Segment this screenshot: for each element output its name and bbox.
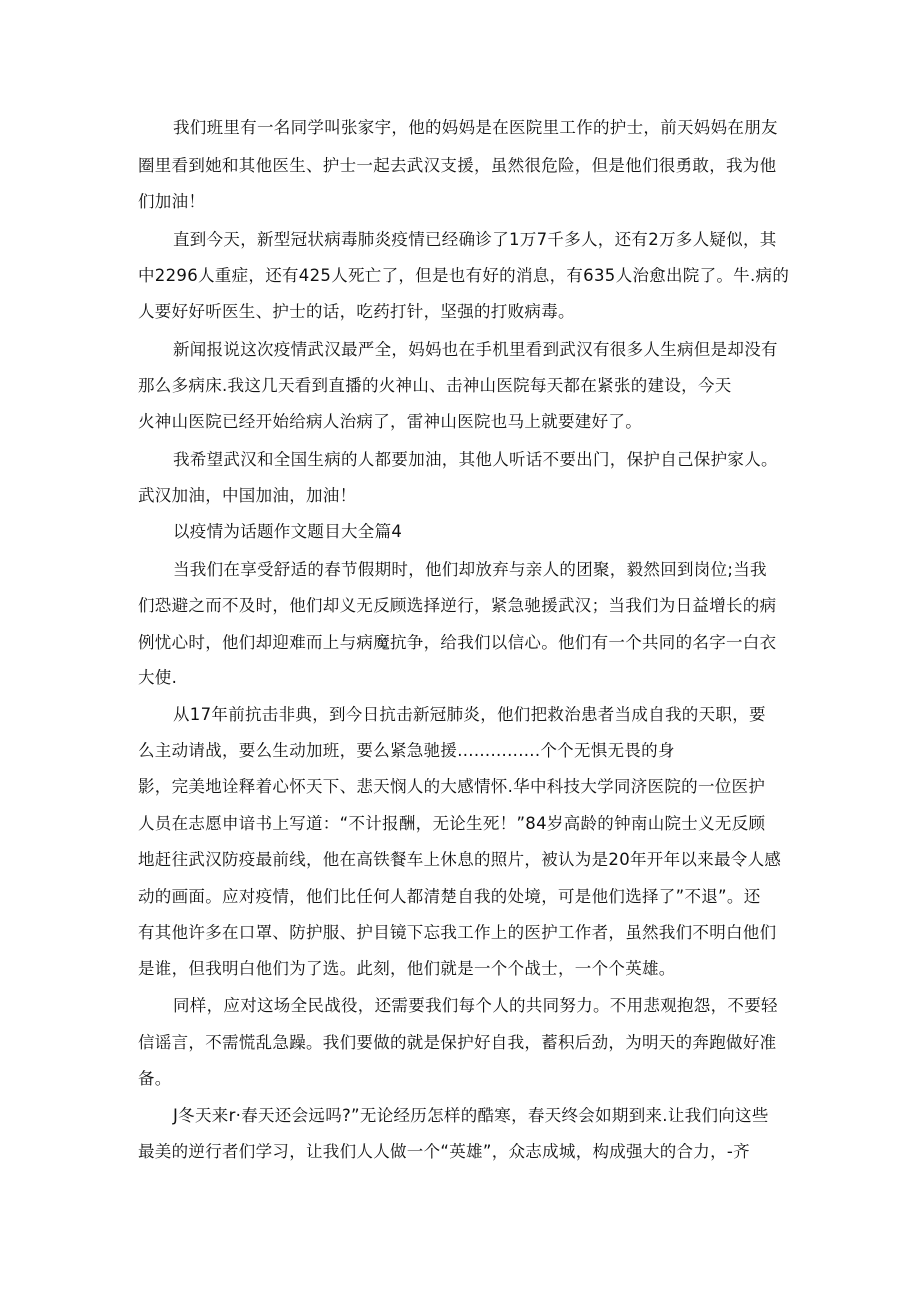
text-line: 同样，应对这场全民战役，还需要我们每个人的共同努力。不用悲观抱怨，不要轻	[173, 996, 778, 1015]
text-line: 人员在志愿申谙书上写道：“不计报酬，无论生死！”84岁高龄的钟南山院士义无反顾	[138, 814, 766, 833]
text-line: 最美的逆行者们学习，让我们人人做一个“英雄”，众志成城，构成强大的合力，-齐	[138, 1142, 750, 1161]
text-line: 有其他许多在口罩、防护服、护目镜下忘我工作上的医护工作者，虽然我们不明白他们	[138, 923, 777, 942]
text-line: J冬天来r·春天还会远吗?”无论经历怎样的酷寒，春天终会如期到来.让我们向这些	[173, 1106, 769, 1125]
section-heading: 以疫情为话题作文题目大全篇4	[173, 522, 403, 541]
text-line: 么主动请战，要么生动加班，要么紧急驰援...............个个无惧无畏的身	[138, 741, 675, 760]
text-line: 们加油！	[138, 192, 206, 211]
text-line: 影，完美地诠释着心怀天下、悲天悯人的大感情怀.华中科技大学同济医院的一位医护	[138, 777, 766, 796]
text-line: 直到今天，新型冠状病毒肺炎疫情已经确诊了1万7千多人，还有2万多人疑似，其	[173, 230, 777, 249]
text-line: 火神山医院已经开始给病人治病了，雷神山医院也马上就要建好了。	[138, 412, 642, 431]
text-line: 圈里看到她和其他医生、护士一起去武汉支援，虽然很危险，但是他们很勇敢，我为他	[138, 156, 777, 175]
text-line: 中2296人重症，还有425人死亡了，但是也有好的消息，有635人治愈出院了。牛.病的	[138, 266, 790, 285]
text-line: 新闻报说这次疫情武汉最严全，妈妈也在手机里看到武汉有很多人生病但是却没有	[173, 340, 778, 359]
text-line: 武汉加油，中国加油，加油！	[138, 486, 357, 505]
text-line: 信谣言，不需慌乱急躁。我们要做的就是保护好自我，蓄积后劲，为明天的奔跑做好准	[138, 1033, 777, 1052]
text-line: 人要好好听医生、护士的话，吃药打针，坚强的打败病毒。	[138, 302, 575, 321]
text-line: 我们班里有一名同学叫张家宇，他的妈妈是在医院里工作的护士，前天妈妈在朋友	[173, 118, 778, 137]
text-line: 动的画面。应对疫情，他们比任何人都清楚自我的处境，可是他们选择了”不退”。还	[138, 887, 761, 906]
text-line: 是谁，但我明白他们为了选。此刻，他们就是一个个战士，一个个英雄。	[138, 959, 676, 978]
text-line: 地赶往武汉防疫最前线，他在高铁餐车上休息的照片，被认为是20年开年以来最令人感	[138, 850, 782, 869]
text-line: 大使.	[138, 668, 178, 687]
text-line: 那么多病床.我这几天看到直播的火神山、击神山医院每天都在紧张的建设，今天	[138, 376, 732, 395]
text-line: 从17年前抗击非典，到今日抗击新冠肺炎，他们把救治患者当成自我的天职，要	[173, 705, 766, 724]
text-line: 备。	[138, 1069, 172, 1088]
text-line: 例忧心时，他们却迎难而上与病魔抗争，给我们以信心。他们有一个共同的名字一白衣	[138, 633, 777, 652]
text-line: 当我们在享受舒适的春节假期时，他们却放弃与亲人的团聚，毅然回到岗位;当我	[173, 560, 767, 579]
text-line: 们恐避之而不及时，他们却义无反顾选择逆行，紧急驰援武汉；当我们为日益增长的病	[138, 596, 777, 615]
text-line: 我希望武汉和全国生病的人都要加油，其他人听话不要出门，保护自己保护家人。	[173, 450, 778, 469]
